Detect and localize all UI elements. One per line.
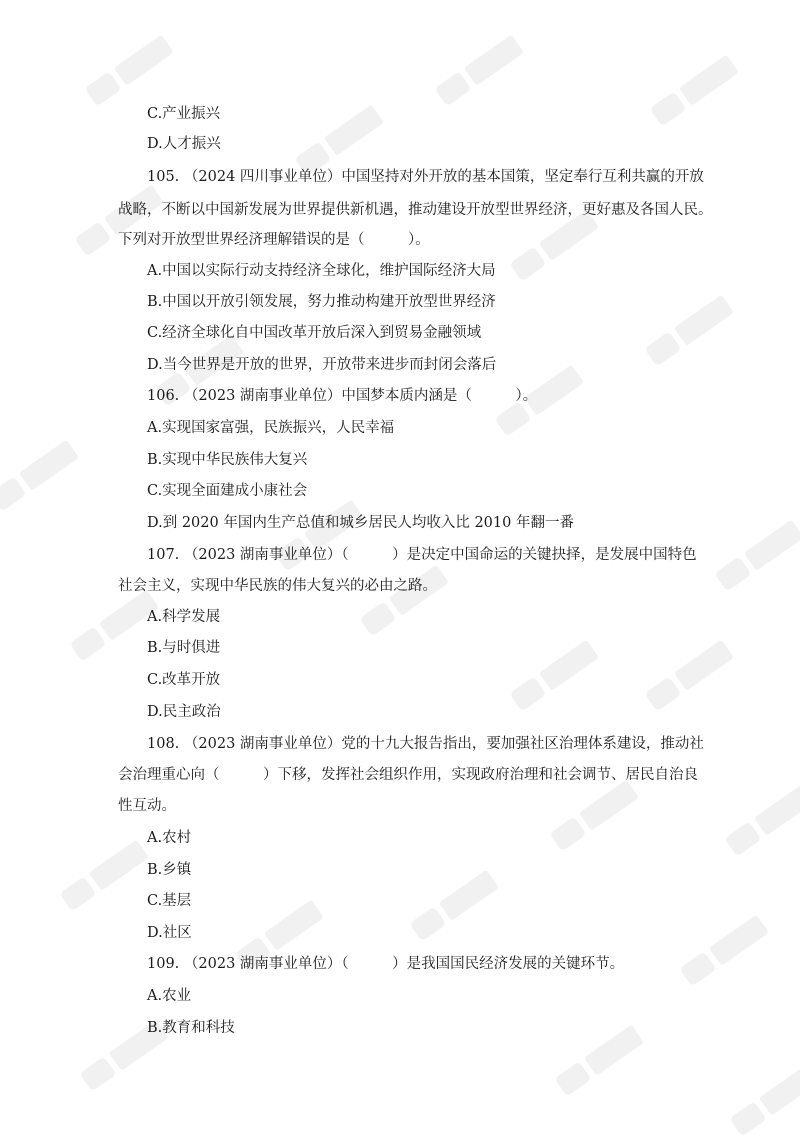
option-c-q105: C.经济全球化自中国改革开放后深入到贸易金融领域 (147, 325, 482, 341)
option-a-q107: A.科学发展 (147, 609, 221, 625)
question-105-line-3: 下列对开放型世界经济理解错误的是（ ）。 (118, 232, 430, 248)
question-108-line-2: 会治理重心向（ ）下移，发挥社会组织作用，实现政府治理和社会调节、居民自治良 (118, 767, 698, 783)
option-a-q109: A.农业 (147, 988, 192, 1004)
watermark-logo (725, 1059, 800, 1141)
option-d-q108: D.社区 (147, 925, 192, 941)
option-b-q106: B.实现中华民族伟大复兴 (147, 452, 308, 468)
watermark-logo (675, 909, 774, 991)
watermark-logo (720, 779, 800, 861)
option-c-q108: C.基层 (147, 893, 192, 909)
watermark-logo (0, 434, 85, 516)
watermark-logo (430, 29, 529, 111)
option-a-q106: A.实现国家富强，民族振兴，人民幸福 (147, 420, 395, 436)
question-107-line-1: 107. （2023 湖南事业单位）（ ）是决定中国命运的关键抉择，是发展中国特色 (147, 547, 697, 563)
option-c-q106: C.实现全面建成小康社会 (147, 483, 308, 499)
option-a-q105: A.中国以实际行动支持经济全球化，维护国际经济大局 (147, 263, 496, 279)
option-d-q106: D.到 2020 年国内生产总值和城乡居民人均收入比 2010 年翻一番 (147, 515, 574, 531)
question-106: 106. （2023 湖南事业单位）中国梦本质内涵是（ ）。 (147, 388, 538, 404)
option-a-q108: A.农村 (147, 830, 192, 846)
option-d-q104: D.人才振兴 (147, 136, 221, 152)
question-107-line-2: 社会主义，实现中华民族的伟大复兴的必由之路。 (118, 578, 437, 594)
watermark-logo (80, 29, 179, 111)
question-108-line-1: 108. （2023 湖南事业单位）党的十九大报告指出，要加强社区治理体系建设，推动社 (147, 736, 704, 752)
option-b-q108: B.乡镇 (147, 862, 192, 878)
option-b-q105: B.中国以开放引领发展，努力推动构建开放型世界经济 (147, 294, 496, 310)
question-109: 109. （2023 湖南事业单位）（ ）是我国国民经济发展的关键环节。 (147, 956, 625, 972)
option-c-q107: C.改革开放 (147, 672, 221, 688)
option-d-q105: D.当今世界是开放的世界，开放带来进步而封闭会落后 (147, 357, 497, 373)
option-d-q107: D.民主政治 (147, 704, 221, 720)
question-108-line-3: 性互动。 (118, 798, 176, 814)
watermark-logo (355, 559, 454, 641)
question-105-line-2: 战略，不断以中国新发展为世界提供新机遇，推动建设开放型世界经济，更好惠及各国人民。 (118, 202, 713, 218)
watermark-logo (55, 834, 154, 916)
option-c-q104: C.产业振兴 (147, 106, 221, 122)
option-b-q107: B.与时俱进 (147, 640, 221, 656)
option-b-q109: B.教育和科技 (147, 1020, 235, 1036)
question-105-line-1: 105. （2024 四川事业单位）中国坚持对外开放的基本国策，坚定奉行互利共赢的开放 (147, 169, 704, 185)
watermark-logo (710, 514, 800, 596)
